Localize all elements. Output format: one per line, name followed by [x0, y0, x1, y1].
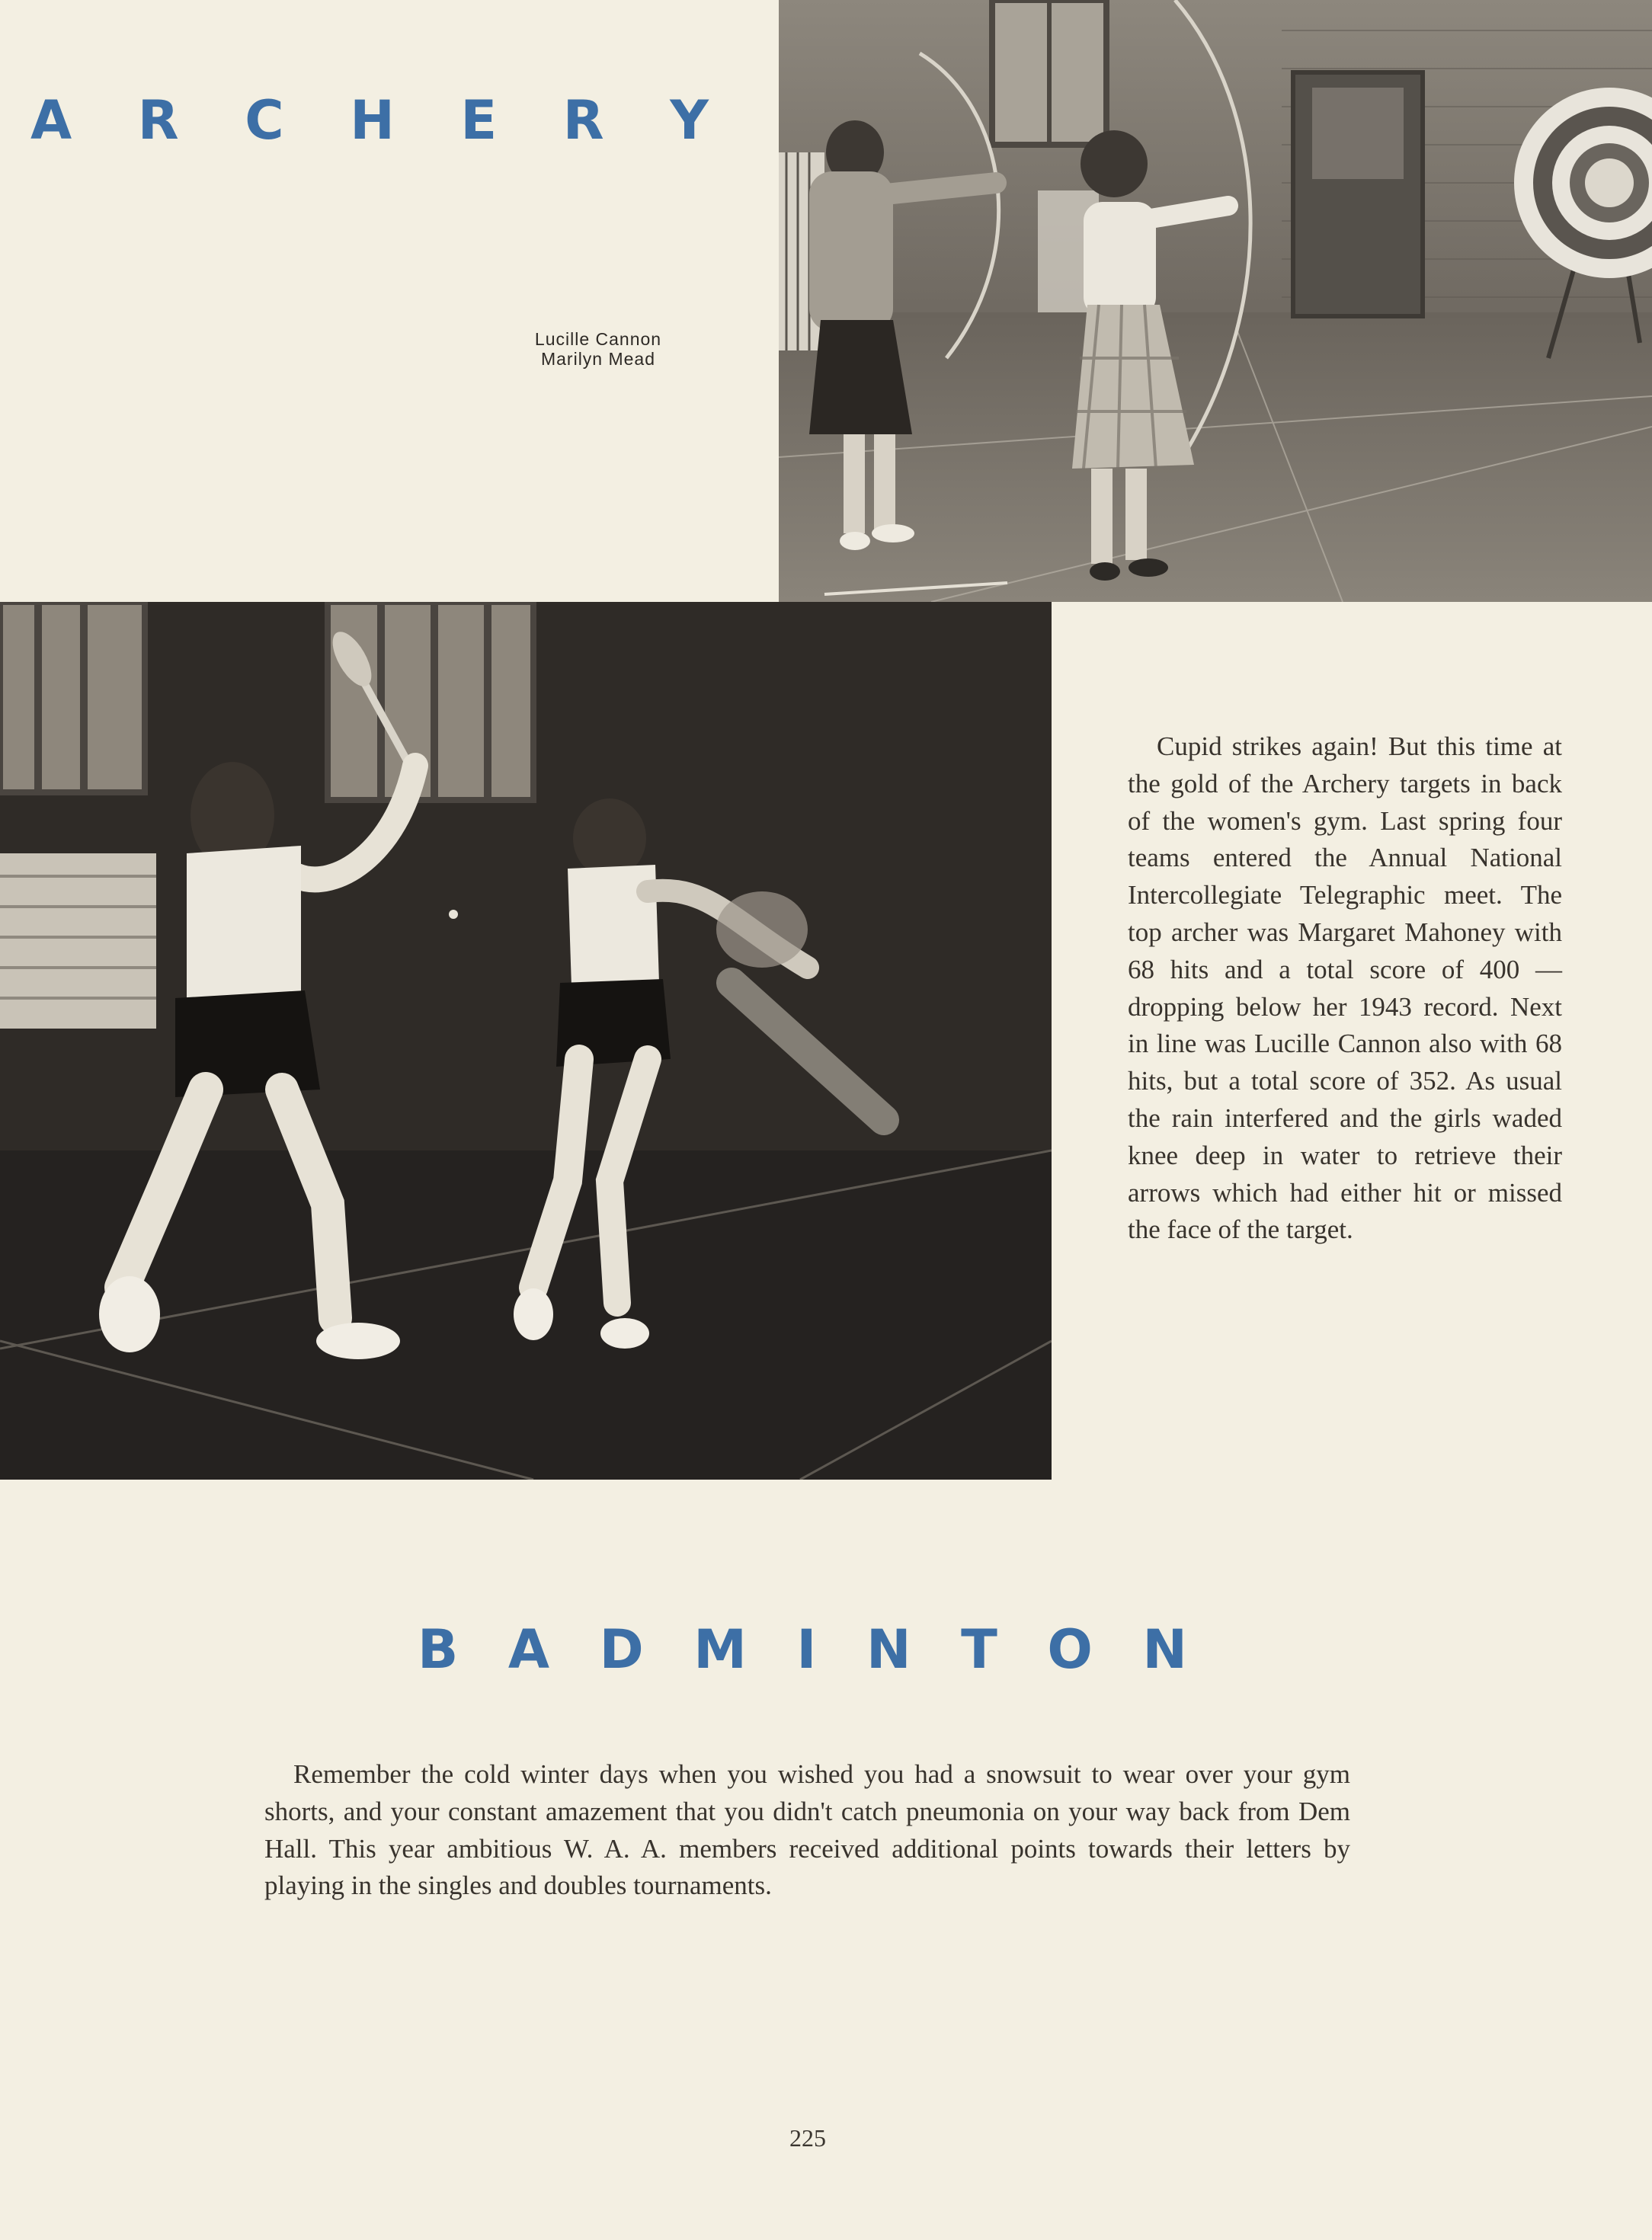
- title-letter: D: [599, 1618, 644, 1681]
- badminton-paragraph-text: Remember the cold winter days when you wished you had a snowsuit to wear over your gym shorts, and your constant amazement that you didn't catch pneumonia on your way back from Dem Hall. This year ambitious W. A. A. members received additional points towards their letters by playing in the singles and doubles tournaments.: [264, 1759, 1350, 1901]
- title-letter: T: [961, 1618, 997, 1681]
- archery-photo: [779, 0, 1652, 602]
- archery-title: [30, 82, 709, 158]
- title-letter: N: [866, 1618, 911, 1681]
- title-letter: O: [1047, 1618, 1093, 1681]
- title-letter: E: [460, 89, 498, 152]
- title-letter: B: [418, 1618, 459, 1681]
- title-letter: N: [1142, 1618, 1187, 1681]
- badminton-title: [418, 1611, 1187, 1688]
- title-letter: H: [350, 89, 395, 152]
- archery-paragraph: [1128, 728, 1562, 1249]
- title-letter: A: [507, 1618, 550, 1681]
- title-letter: Y: [670, 89, 709, 152]
- badminton-photo: [0, 602, 1052, 1480]
- archery-paragraph-text: Cupid strikes again! But this time at the gold of the Archery targets in back of the women's gym. Last spring four teams entered the Annual National Intercollegiate Telegraphic meet. The top archer was Margaret Mahoney with 68 hits and a total score of 400 — dropping below her 1943 record. Next in line was Lucille Cannon also with 68 hits, but a total score of 352. As usual the rain interfered and the girls waded knee deep in water to retrieve their arrows which had either hit or missed the face of the target.: [1128, 731, 1562, 1245]
- caption-line: Marilyn Mead: [540, 349, 656, 369]
- photo-caption: [503, 329, 693, 369]
- badminton-photo-illustration: [0, 602, 1052, 1480]
- caption-line: Lucille Cannon: [534, 329, 662, 349]
- title-letter: M: [693, 1618, 747, 1681]
- title-letter: A: [30, 89, 72, 152]
- page-number: 225: [789, 2124, 826, 2152]
- title-letter: I: [796, 1618, 817, 1681]
- title-letter: R: [562, 89, 604, 152]
- badminton-paragraph: [264, 1756, 1350, 1905]
- archery-photo-illustration: [779, 0, 1652, 602]
- title-letter: C: [245, 89, 284, 152]
- title-letter: R: [137, 89, 179, 152]
